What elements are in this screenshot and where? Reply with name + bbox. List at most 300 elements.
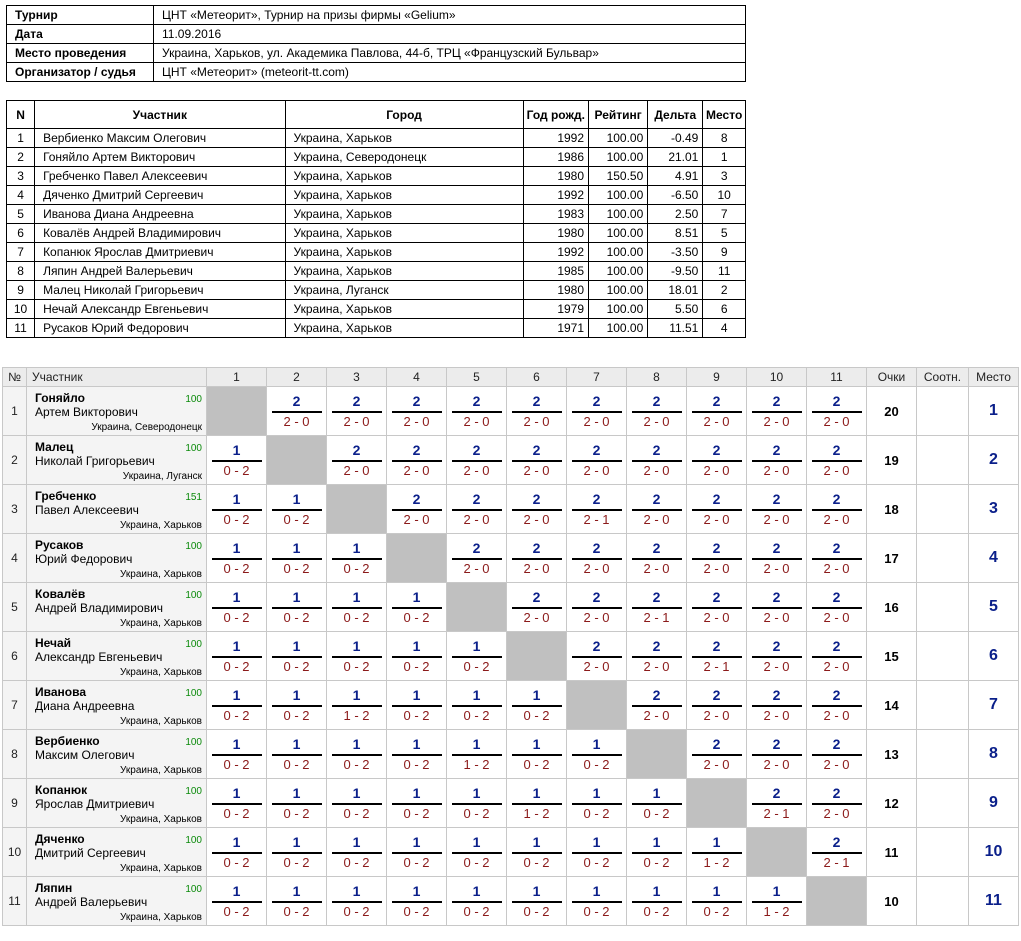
final-place: 1: [969, 387, 1019, 436]
game-points: 2: [532, 392, 541, 409]
game-cell: [327, 779, 387, 828]
participant-row: [7, 281, 746, 300]
game-divider: [572, 607, 622, 609]
game-score: 2 - 0: [643, 413, 670, 429]
crosstable-row: [3, 534, 1019, 583]
player-cell: [27, 828, 207, 877]
game-points: 1: [232, 588, 241, 605]
diagonal-cell: [687, 779, 747, 828]
game-divider: [812, 411, 862, 413]
game-cell: [207, 534, 267, 583]
participant-place: 3: [703, 167, 746, 186]
game-cell: [507, 828, 567, 877]
game-cell: [687, 387, 747, 436]
game-divider: [752, 803, 802, 805]
game-cell: [507, 583, 567, 632]
game-score: 0 - 2: [283, 707, 310, 723]
game-points: 2: [712, 539, 721, 556]
game-score: 1 - 2: [343, 707, 370, 723]
game-divider: [212, 656, 262, 658]
game-divider: [272, 803, 322, 805]
participant-place: 5: [703, 224, 746, 243]
crosstable-row: [3, 681, 1019, 730]
game-score: 0 - 2: [583, 854, 610, 870]
game-cell: [687, 485, 747, 534]
game-divider: [332, 754, 382, 756]
ratio-cell: [917, 534, 969, 583]
participant-rating: 100.00: [589, 205, 648, 224]
game-score: 2 - 0: [823, 658, 850, 674]
game-cell: [267, 779, 327, 828]
game-divider: [332, 803, 382, 805]
game-score: 2 - 0: [403, 511, 430, 527]
game-points: 1: [532, 833, 541, 850]
game-points: 1: [232, 686, 241, 703]
game-cell: [747, 779, 807, 828]
game-score: 0 - 2: [223, 707, 250, 723]
player-rating: 100: [185, 394, 202, 405]
game-cell: [327, 828, 387, 877]
game-cell: [507, 534, 567, 583]
col-header-player: Участник: [27, 368, 207, 387]
game-cell: [747, 632, 807, 681]
game-divider: [512, 754, 562, 756]
game-divider: [692, 656, 742, 658]
player-surname: Малец: [35, 440, 74, 454]
participant-delta: 5.50: [648, 300, 703, 319]
player-city: Украина, Харьков: [120, 667, 202, 678]
participant-name: Дяченко Дмитрий Сергеевич: [35, 186, 285, 205]
game-cell: [627, 583, 687, 632]
game-cell: [207, 828, 267, 877]
game-score: 1 - 2: [523, 805, 550, 821]
game-divider: [692, 509, 742, 511]
game-cell: [267, 632, 327, 681]
game-divider: [692, 705, 742, 707]
player-rating: 100: [185, 688, 202, 699]
ratio-cell: [917, 387, 969, 436]
game-score: 2 - 0: [523, 560, 550, 576]
game-divider: [212, 754, 262, 756]
participant-place: 1: [703, 148, 746, 167]
participant-delta: -9.50: [648, 262, 703, 281]
game-score: 2 - 0: [343, 413, 370, 429]
game-points: 2: [592, 392, 601, 409]
game-divider: [392, 460, 442, 462]
game-cell: [267, 583, 327, 632]
game-cell: [327, 632, 387, 681]
game-points: 1: [292, 686, 301, 703]
game-cell: [507, 779, 567, 828]
game-cell: [447, 730, 507, 779]
game-score: 0 - 2: [283, 854, 310, 870]
game-divider: [272, 852, 322, 854]
game-score: 0 - 2: [343, 903, 370, 919]
participant-city: Украина, Харьков: [285, 262, 523, 281]
player-city: Украина, Харьков: [120, 569, 202, 580]
game-divider: [452, 803, 502, 805]
game-score: 0 - 2: [283, 609, 310, 625]
game-divider: [812, 460, 862, 462]
game-score: 2 - 0: [703, 511, 730, 527]
participant-n: 10: [7, 300, 35, 319]
game-points: 1: [532, 735, 541, 752]
total-points: 20: [867, 387, 917, 436]
final-place: 6: [969, 632, 1019, 681]
game-divider: [752, 607, 802, 609]
game-divider: [752, 411, 802, 413]
game-cell: [567, 534, 627, 583]
game-score: 2 - 0: [823, 511, 850, 527]
participant-n: 4: [7, 186, 35, 205]
player-rating: 100: [185, 786, 202, 797]
game-divider: [452, 509, 502, 511]
game-points: 1: [292, 735, 301, 752]
game-cell: [387, 583, 447, 632]
game-points: 2: [772, 490, 781, 507]
player-city: Украина, Харьков: [120, 912, 202, 923]
col-header-n: N: [7, 101, 35, 129]
game-points: 1: [472, 882, 481, 899]
game-points: 1: [352, 588, 361, 605]
game-points: 2: [412, 490, 421, 507]
game-score: 0 - 2: [703, 903, 730, 919]
participant-rating: 100.00: [589, 281, 648, 300]
game-cell: [627, 534, 687, 583]
col-header-name: Участник: [35, 101, 285, 129]
game-cell: [327, 436, 387, 485]
participant-row: [7, 129, 746, 148]
game-cell: [327, 681, 387, 730]
info-label: Турнир: [7, 6, 154, 25]
game-cell: [687, 583, 747, 632]
game-divider: [812, 656, 862, 658]
game-cell: [807, 632, 867, 681]
crosstable-row: [3, 632, 1019, 681]
game-score: 2 - 0: [583, 658, 610, 674]
game-divider: [512, 803, 562, 805]
player-first-name: Ярослав Дмитриевич: [35, 797, 155, 811]
game-points: 1: [472, 784, 481, 801]
game-divider: [392, 901, 442, 903]
game-score: 0 - 2: [523, 756, 550, 772]
game-divider: [452, 460, 502, 462]
game-cell: [807, 730, 867, 779]
game-score: 0 - 2: [643, 903, 670, 919]
game-score: 2 - 0: [583, 609, 610, 625]
participant-rating: 100.00: [589, 186, 648, 205]
game-score: 1 - 2: [703, 854, 730, 870]
game-divider: [212, 509, 262, 511]
game-cell: [267, 387, 327, 436]
game-score: 0 - 2: [463, 903, 490, 919]
game-divider: [212, 705, 262, 707]
ratio-cell: [917, 828, 969, 877]
info-row: [7, 25, 746, 44]
row-number: 1: [3, 387, 27, 436]
game-divider: [392, 656, 442, 658]
game-divider: [272, 558, 322, 560]
participant-name: Копанюк Ярослав Дмитриевич: [35, 243, 285, 262]
row-number: 10: [3, 828, 27, 877]
game-divider: [812, 607, 862, 609]
game-points: 2: [472, 539, 481, 556]
game-divider: [812, 558, 862, 560]
game-points: 1: [472, 833, 481, 850]
game-divider: [632, 901, 682, 903]
participant-n: 9: [7, 281, 35, 300]
game-divider: [692, 558, 742, 560]
game-points: 1: [232, 441, 241, 458]
game-cell: [687, 436, 747, 485]
game-divider: [392, 509, 442, 511]
player-cell: [27, 387, 207, 436]
game-cell: [747, 877, 807, 926]
game-cell: [627, 828, 687, 877]
game-cell: [627, 632, 687, 681]
game-divider: [692, 901, 742, 903]
game-score: 2 - 0: [403, 462, 430, 478]
game-divider: [632, 705, 682, 707]
game-score: 0 - 2: [343, 560, 370, 576]
game-points: 1: [292, 833, 301, 850]
tournament-info-table: [6, 5, 746, 82]
game-divider: [572, 656, 622, 658]
player-city: Украина, Харьков: [120, 618, 202, 629]
col-header-place: Место: [703, 101, 746, 129]
game-cell: [267, 877, 327, 926]
game-score: 2 - 0: [763, 413, 790, 429]
game-score: 1 - 2: [763, 903, 790, 919]
game-cell: [327, 534, 387, 583]
game-cell: [627, 436, 687, 485]
game-score: 0 - 2: [403, 903, 430, 919]
game-cell: [507, 436, 567, 485]
participant-year: 1980: [523, 167, 588, 186]
participant-name: Вербиенко Максим Олегович: [35, 129, 285, 148]
participant-rating: 100.00: [589, 319, 648, 338]
game-score: 2 - 0: [703, 413, 730, 429]
game-divider: [212, 460, 262, 462]
game-points: 2: [712, 686, 721, 703]
game-divider: [452, 705, 502, 707]
game-points: 2: [652, 588, 661, 605]
player-cell: [27, 632, 207, 681]
game-divider: [512, 901, 562, 903]
game-score: 0 - 2: [523, 903, 550, 919]
row-number: 6: [3, 632, 27, 681]
game-points: 1: [592, 833, 601, 850]
game-points: 1: [352, 882, 361, 899]
game-points: 1: [652, 882, 661, 899]
info-row: [7, 6, 746, 25]
crosstable-row: [3, 779, 1019, 828]
col-header-opponent-1: 1: [207, 368, 267, 387]
player-surname: Гоняйло: [35, 391, 85, 405]
participants-header-row: [7, 101, 746, 129]
game-score: 0 - 2: [403, 854, 430, 870]
player-rating: 100: [185, 639, 202, 650]
info-value: 11.09.2016: [154, 25, 746, 44]
game-score: 0 - 2: [223, 462, 250, 478]
total-points: 14: [867, 681, 917, 730]
game-points: 1: [412, 882, 421, 899]
game-points: 1: [652, 833, 661, 850]
player-first-name: Максим Олегович: [35, 748, 135, 762]
game-score: 0 - 2: [523, 854, 550, 870]
game-score: 0 - 2: [283, 805, 310, 821]
game-score: 2 - 0: [763, 609, 790, 625]
game-divider: [212, 607, 262, 609]
player-cell: [27, 681, 207, 730]
game-score: 2 - 0: [463, 511, 490, 527]
game-cell: [747, 387, 807, 436]
diagonal-cell: [807, 877, 867, 926]
game-score: 0 - 2: [403, 609, 430, 625]
game-points: 1: [412, 686, 421, 703]
participant-city: Украина, Харьков: [285, 186, 523, 205]
game-score: 2 - 0: [583, 413, 610, 429]
player-first-name: Александр Евгеньевич: [35, 650, 163, 664]
col-header-opponent-5: 5: [447, 368, 507, 387]
col-header-opponent-11: 11: [807, 368, 867, 387]
game-score: 2 - 0: [763, 707, 790, 723]
game-score: 2 - 0: [463, 560, 490, 576]
game-divider: [272, 901, 322, 903]
player-surname: Русаков: [35, 538, 84, 552]
game-divider: [272, 607, 322, 609]
game-score: 0 - 2: [283, 756, 310, 772]
game-cell: [387, 485, 447, 534]
player-city: Украина, Харьков: [120, 863, 202, 874]
participant-delta: -3.50: [648, 243, 703, 262]
game-divider: [632, 558, 682, 560]
game-score: 0 - 2: [463, 854, 490, 870]
row-number: 9: [3, 779, 27, 828]
participant-year: 1985: [523, 262, 588, 281]
game-points: 2: [532, 490, 541, 507]
game-score: 2 - 0: [343, 462, 370, 478]
game-divider: [392, 852, 442, 854]
game-points: 1: [232, 637, 241, 654]
game-cell: [387, 828, 447, 877]
game-score: 2 - 0: [763, 511, 790, 527]
game-score: 0 - 2: [403, 658, 430, 674]
col-header-opponent-9: 9: [687, 368, 747, 387]
game-cell: [567, 387, 627, 436]
total-points: 15: [867, 632, 917, 681]
diagonal-cell: [447, 583, 507, 632]
col-header-rating: Рейтинг: [589, 101, 648, 129]
game-score: 2 - 0: [283, 413, 310, 429]
player-city: Украина, Северодонецк: [91, 422, 202, 433]
game-points: 1: [292, 882, 301, 899]
game-cell: [687, 681, 747, 730]
game-divider: [692, 754, 742, 756]
game-score: 2 - 0: [643, 462, 670, 478]
game-score: 0 - 2: [403, 805, 430, 821]
game-points: 1: [472, 637, 481, 654]
participant-row: [7, 300, 746, 319]
game-score: 0 - 2: [223, 854, 250, 870]
participant-place: 10: [703, 186, 746, 205]
player-cell: [27, 730, 207, 779]
game-divider: [692, 607, 742, 609]
participant-delta: 8.51: [648, 224, 703, 243]
participant-name: Ляпин Андрей Валерьевич: [35, 262, 285, 281]
player-city: Украина, Харьков: [120, 765, 202, 776]
game-cell: [507, 681, 567, 730]
game-divider: [512, 460, 562, 462]
game-points: 2: [472, 490, 481, 507]
game-divider: [452, 901, 502, 903]
game-points: 2: [772, 441, 781, 458]
participant-place: 4: [703, 319, 746, 338]
game-cell: [387, 681, 447, 730]
game-cell: [327, 583, 387, 632]
game-cell: [387, 632, 447, 681]
participant-n: 6: [7, 224, 35, 243]
game-divider: [692, 460, 742, 462]
ratio-cell: [917, 730, 969, 779]
info-row: [7, 44, 746, 63]
game-points: 1: [352, 784, 361, 801]
game-points: 1: [232, 784, 241, 801]
participant-name: Гребченко Павел Алексеевич: [35, 167, 285, 186]
game-points: 1: [712, 833, 721, 850]
game-score: 2 - 0: [643, 658, 670, 674]
game-cell: [447, 485, 507, 534]
game-cell: [807, 681, 867, 730]
game-score: 2 - 0: [703, 462, 730, 478]
game-score: 0 - 2: [343, 609, 370, 625]
game-points: 2: [652, 637, 661, 654]
participant-delta: 21.01: [648, 148, 703, 167]
game-score: 2 - 0: [823, 805, 850, 821]
participant-city: Украина, Харьков: [285, 129, 523, 148]
game-divider: [272, 754, 322, 756]
participant-name: Русаков Юрий Федорович: [35, 319, 285, 338]
player-first-name: Андрей Валерьевич: [35, 895, 148, 909]
diagonal-cell: [387, 534, 447, 583]
game-score: 0 - 2: [283, 560, 310, 576]
game-divider: [392, 411, 442, 413]
total-points: 16: [867, 583, 917, 632]
participant-n: 7: [7, 243, 35, 262]
game-points: 2: [772, 539, 781, 556]
info-value: ЦНТ «Метеорит» (meteorit-tt.com): [154, 63, 746, 82]
game-points: 2: [832, 735, 841, 752]
ratio-cell: [917, 681, 969, 730]
col-header-opponent-3: 3: [327, 368, 387, 387]
game-score: 2 - 0: [583, 560, 610, 576]
participant-place: 9: [703, 243, 746, 262]
final-place: 9: [969, 779, 1019, 828]
player-surname: Дяченко: [35, 832, 85, 846]
participant-city: Украина, Харьков: [285, 319, 523, 338]
game-score: 2 - 0: [703, 609, 730, 625]
col-header-opponent-10: 10: [747, 368, 807, 387]
total-points: 18: [867, 485, 917, 534]
game-cell: [507, 877, 567, 926]
col-header-year: Год рожд.: [523, 101, 588, 129]
player-surname: Иванова: [35, 685, 86, 699]
player-rating: 100: [185, 884, 202, 895]
total-points: 10: [867, 877, 917, 926]
game-cell: [447, 436, 507, 485]
game-points: 2: [712, 441, 721, 458]
col-header-opponent-2: 2: [267, 368, 327, 387]
